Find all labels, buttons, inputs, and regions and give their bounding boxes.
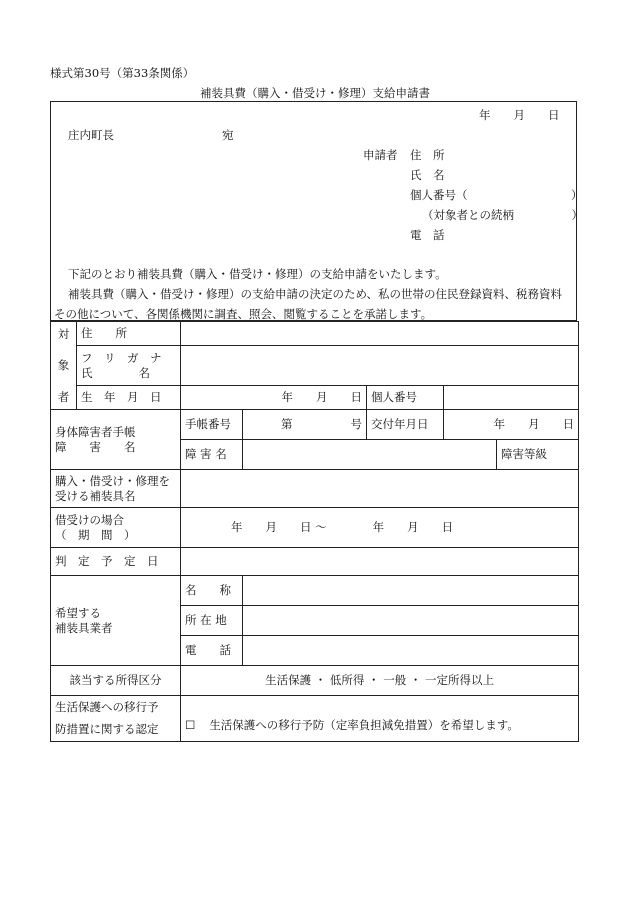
birthdate-label: 生 年 月 日 xyxy=(77,386,181,410)
subject-address-label: 住 所 xyxy=(77,322,181,346)
addressee: 庄内町長 xyxy=(68,128,114,142)
subject-name-label xyxy=(77,346,181,386)
form-title: 補装具費（購入・借受け・修理）支給申請書 xyxy=(200,86,430,100)
disability-label-line-1: 身体障害者手帳 xyxy=(55,424,136,439)
judgement-date-field[interactable] xyxy=(181,548,579,576)
subject-personal-number-field[interactable] xyxy=(444,386,579,410)
vendor-phone-label: 電 話 xyxy=(181,636,243,666)
disability-label-line-2: 障 害 名 xyxy=(55,439,136,454)
application-date[interactable]: 年 月 日 xyxy=(479,108,560,122)
income-category-options[interactable]: 生活保護 ・ 低所得 ・ 一般 ・ 一定所得以上 xyxy=(181,666,579,696)
applicant-box xyxy=(50,101,583,321)
subject-char-1: 対 xyxy=(57,326,70,341)
notebook-number-label: 手帳番号 xyxy=(181,410,243,440)
birthdate-field[interactable]: 年 月 日 xyxy=(181,386,367,410)
statement-consent-2: その他について、各関係機関に調査、照会、閲覧することを承諾します。 xyxy=(54,307,433,321)
vendor-label-line-1: 希望する xyxy=(55,605,101,620)
vendor-address-label: 所 在 地 xyxy=(181,606,243,636)
device-label xyxy=(51,470,181,508)
rental-period-field[interactable]: 年 月 日 〜 年 月 日 xyxy=(181,508,579,548)
name-label: 氏 名 xyxy=(81,365,150,380)
vendor-name-label: 名 称 xyxy=(181,576,243,606)
notebook-dai: 第 xyxy=(281,417,293,431)
rental-label-line-2: （ 期 間 ） xyxy=(55,527,136,542)
transition-label xyxy=(51,696,181,742)
disability-name-field[interactable] xyxy=(243,440,497,470)
notebook-go: 号 xyxy=(350,417,362,431)
transition-label-line-1: 生活保護への移行予 xyxy=(55,700,159,714)
addressee-suffix: 宛 xyxy=(222,128,234,142)
statement-apply: 下記のとおり補装具費（購入・借受け・修理）の支給申請をいたします。 xyxy=(68,267,447,281)
vendor-label xyxy=(51,576,181,666)
issue-date-label: 交付年月日 xyxy=(367,410,444,440)
applicant-phone-label: 電 話 xyxy=(410,228,445,242)
issue-date-field[interactable]: 年 月 日 xyxy=(444,410,579,440)
applicant-relation[interactable]: （対象者との続柄 ） xyxy=(422,208,583,222)
vendor-address-field[interactable] xyxy=(243,606,579,636)
device-name-field[interactable] xyxy=(181,470,579,508)
transition-field xyxy=(181,696,579,742)
subject-personal-number-label: 個人番号 xyxy=(367,386,444,410)
rental-label-line-1: 借受けの場合 xyxy=(55,512,124,527)
device-label-line-2: 受ける補装具名 xyxy=(55,488,136,503)
rental-period-label xyxy=(51,508,181,548)
vendor-phone-field[interactable] xyxy=(243,636,579,666)
subject-char-2: 象 xyxy=(57,358,70,372)
statement-consent-1: 補装具費（購入・借受け・修理）の支給申請の決定のため、私の世帯の住民登録資料、税務資料 xyxy=(68,287,563,301)
disability-name-label: 障 害 名 xyxy=(181,440,243,470)
form-number: 様式第30号（第33条関係） xyxy=(50,66,195,80)
applicant-label: 申請者 xyxy=(363,148,398,162)
judgement-date-label: 判 定 予 定 日 xyxy=(51,548,181,576)
vendor-name-field[interactable] xyxy=(243,576,579,606)
transition-label-line-2: 防措置に関する認定 xyxy=(55,722,159,736)
furigana-label: フ リ ガ ナ xyxy=(81,350,162,365)
subject-char-3: 者 xyxy=(57,389,70,404)
disability-notebook-label xyxy=(51,410,181,470)
subject-label-cell xyxy=(51,322,77,410)
applicant-name-label: 氏 名 xyxy=(410,168,445,182)
applicant-address-label: 住 所 xyxy=(410,148,445,162)
vendor-label-line-2: 補装具業者 xyxy=(55,620,113,635)
income-category-label: 該当する所得区分 xyxy=(51,666,181,696)
device-label-line-1: 購入・借受け・修理を xyxy=(55,473,170,488)
transition-text: 生活保護への移行予防（定率負担減免措置）を希望します。 xyxy=(209,718,519,732)
application-table xyxy=(50,321,579,742)
subject-address-field[interactable] xyxy=(181,322,579,346)
disability-grade-label: 障害等級 xyxy=(497,440,579,470)
subject-name-field[interactable] xyxy=(181,346,579,386)
applicant-personal-number[interactable]: 個人番号（ ） xyxy=(410,188,583,202)
notebook-number-field[interactable] xyxy=(243,410,367,440)
transition-checkbox[interactable]: ☐ xyxy=(185,718,196,732)
